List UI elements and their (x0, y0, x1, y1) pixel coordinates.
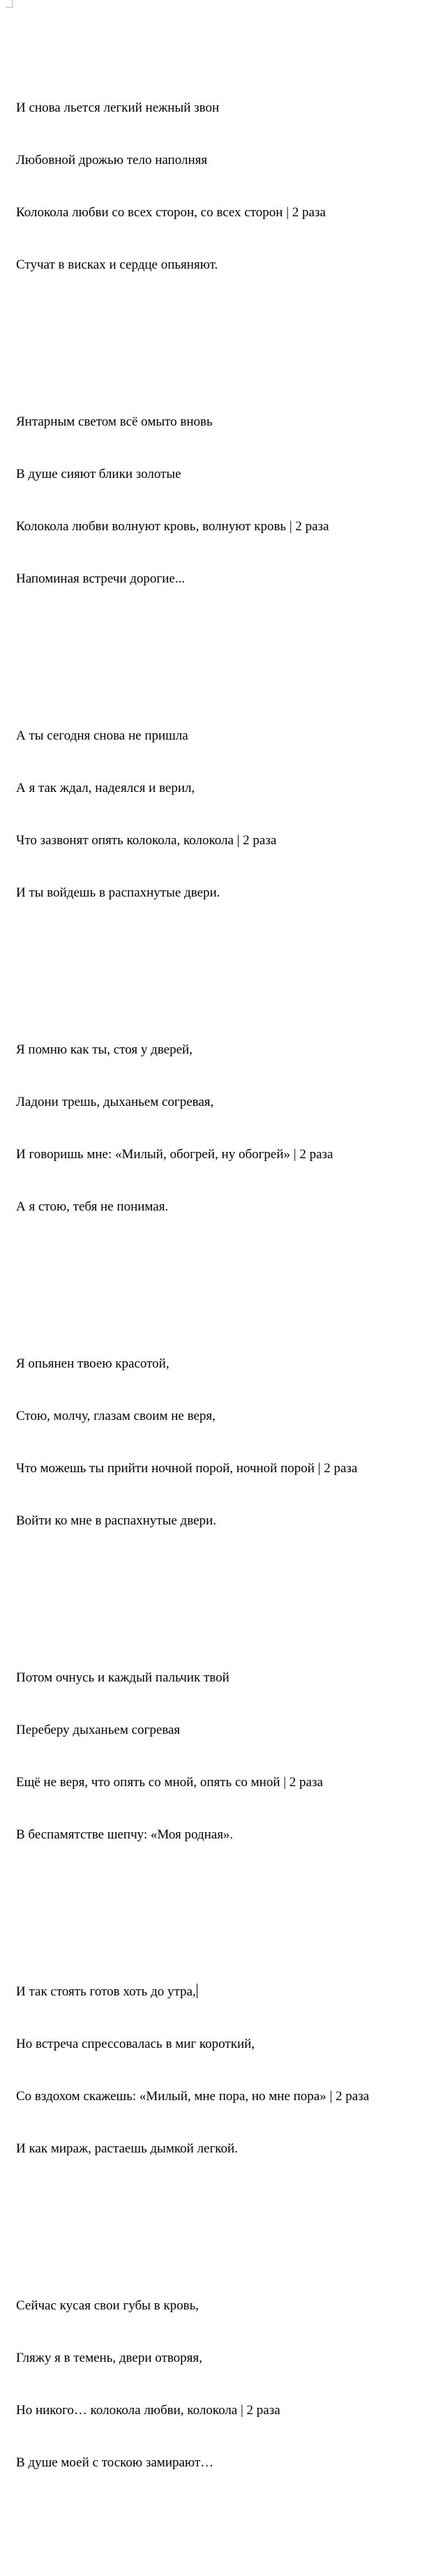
text-line: А я стою, тебя не понимая. (16, 1199, 169, 1214)
text-line: Что зазвонят опять колокола, колокола | 2 раза (16, 833, 277, 848)
text-line: Переберу дыханьем согревая (16, 1723, 181, 1737)
text-line: Гляжу я в темень, двери отворяя, (16, 2351, 202, 2365)
stanza-6 (16, 1634, 369, 1878)
text-line: Я помню как ты, стоя у дверей, (16, 1042, 193, 1057)
text-line: И как мираж, растаешь дымкой легкой. (16, 2141, 238, 2156)
stanza-8 (16, 2262, 369, 2506)
text-line: А ты сегодня снова не пришла (16, 728, 188, 743)
text-line: Колокола любви со всех сторон, со всех сторон | 2 раза (16, 205, 326, 220)
text-line: Но никого… колокола любви, колокола | 2 раза (16, 2403, 280, 2418)
text-line: И ты войдешь в распахнутые двери. (16, 885, 220, 900)
text-line: Ладони трешь, дыханьем согревая, (16, 1095, 214, 1109)
text-line: И говоришь мне: «Милый, обогрей, ну обогрей» | 2 раза (16, 1147, 333, 1162)
text-line: Янтарным светом всё омыто вновь (16, 414, 213, 429)
text-line: Но встреча спрессовалась в миг короткий, (16, 2037, 255, 2051)
text-line: И снова льется легкий нежный звон (16, 100, 220, 115)
text-line: И так стоять готов хоть до утра, (16, 1984, 196, 1999)
stanza-4 (16, 1006, 369, 1250)
text-line: Потом очнусь и каждый пальчик твой (16, 1670, 230, 1685)
stanza-3 (16, 692, 369, 936)
text-line: Что можешь ты прийти ночной порой, ночной порой | 2 раза (16, 1461, 358, 1476)
text-line: В душе сияют блики золотые (16, 467, 181, 481)
document-text[interactable] (16, 12, 369, 2576)
stanza-7 (16, 1948, 369, 2192)
text-line: Со вздохом скажешь: «Милый, мне пора, но мне пора» | 2 раза (16, 2089, 370, 2104)
text-line: Стучат в висках и сердце опьяняют. (16, 257, 218, 272)
text-line: Я опьянен твоею красотой, (16, 1356, 170, 1371)
text-line: Ещё не веря, что опять со мной, опять со мной | 2 раза (16, 1775, 323, 1790)
stanza-1 (16, 64, 369, 308)
text-line-with-cursor (16, 1983, 369, 2000)
text-line: Войти ко мне в распахнутые двери. (16, 1513, 216, 1528)
text-line: Любовной дрожью тело наполняя (16, 153, 208, 167)
text-line: В беспамятстве шепчу: «Моя родная». (16, 1827, 234, 1842)
text-line: А я так ждал, надеялся и верил, (16, 781, 195, 795)
text-line: Колокола любви волнуют кровь, волнуют кровь | 2 раза (16, 519, 329, 534)
text-line: Стою, молчу, глазам своим не веря, (16, 1409, 216, 1423)
text-line: В душе моей с тоскою замирают… (16, 2455, 214, 2470)
text-line: Сейчас кусая свои губы в кровь, (16, 2298, 199, 2313)
stanza-2 (16, 378, 369, 622)
text-line: Напоминая встречи дорогие... (16, 571, 186, 586)
page-corner-mark (6, 0, 13, 8)
stanza-5 (16, 1320, 369, 1564)
